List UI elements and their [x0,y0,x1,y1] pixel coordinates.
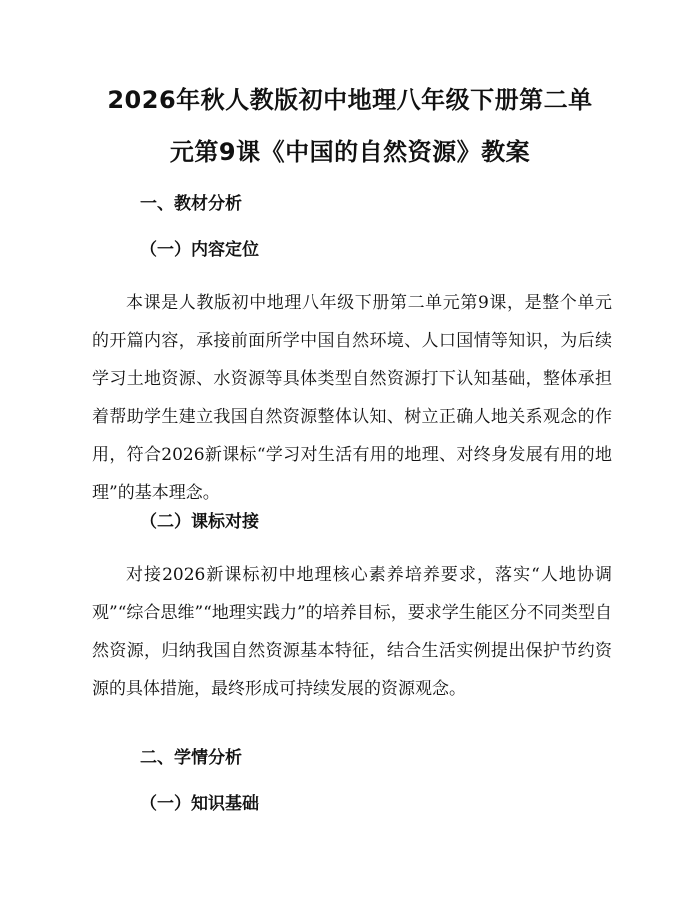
title-line-1: 2026年秋人教版初中地理八年级下册第二单 [107,86,593,114]
paragraph-curriculum-alignment: 对接2026新课标初中地理核心素养培养要求，落实“人地协调观”“综合思维”“地理实践力”的培养目标，要求学生能区分不同类型自然资源，归纳我国自然资源基本特征，结合生活实例提出保护节约资源的具体措施，最终形成可持续发展的资源观念。 [92,565,612,699]
title-line-2: 元第9课《中国的自然资源》教案 [169,138,531,166]
section-heading-learner-analysis: 二、学情分析 [140,748,242,768]
subsection-heading-content-positioning: （一）内容定位 [140,240,259,260]
subsection-heading-curriculum-alignment: （二）课标对接 [140,512,259,532]
paragraph-content-positioning: 本课是人教版初中地理八年级下册第二单元第9课，是整个单元的开篇内容，承接前面所学中国自然环境、人口国情等知识，为后续学习土地资源、水资源等具体类型自然资源打下认知基础，整体承担着帮助学生建立我国自然资源整体认知、树立正确人地关系观念的作用，符合2026新课标“学习对生活有用的地理、对终身发展有用的地理”的基本理念。 [92,293,612,503]
document-title [95,74,605,178]
subsection-heading-knowledge-base: （一）知识基础 [140,794,259,814]
section-heading-textbook-analysis: 一、教材分析 [140,194,242,214]
